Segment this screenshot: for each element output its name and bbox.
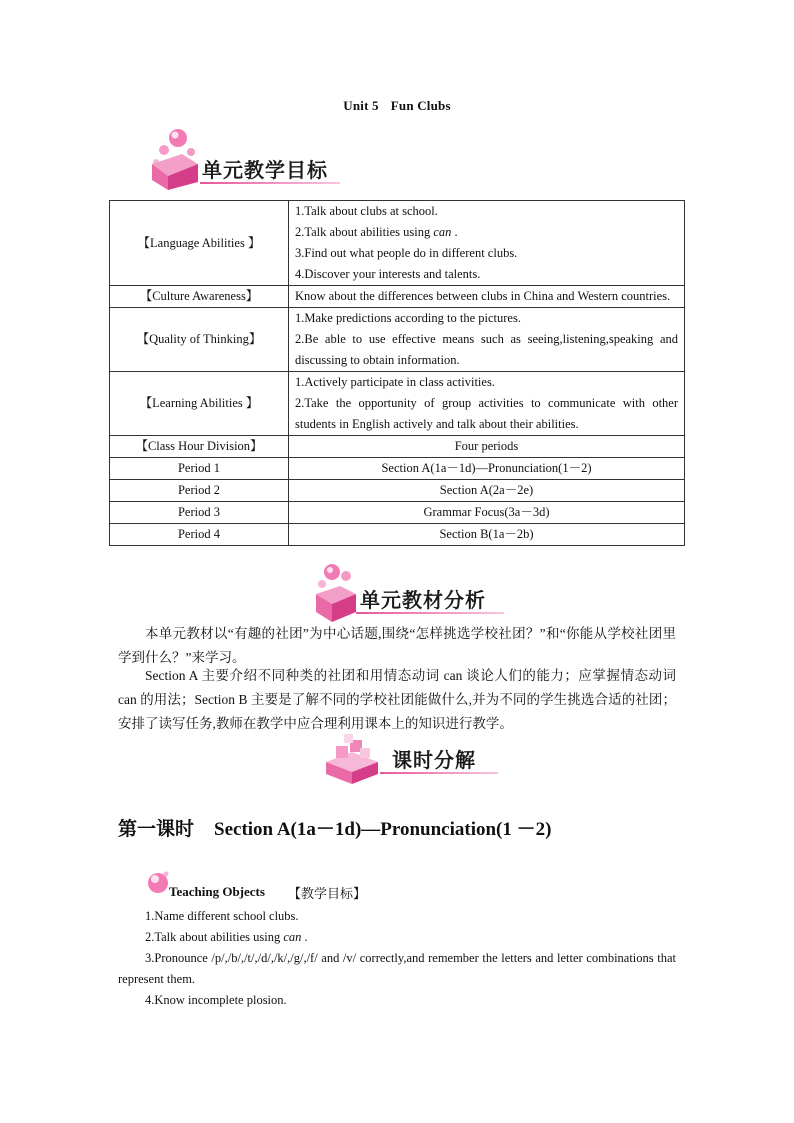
periods-banner-underline [380,772,498,774]
gift-box-icon [142,124,208,190]
language-content [289,201,685,286]
pink-ball-icon [146,870,170,894]
period-value: Section A(2a－2e) [289,480,685,502]
list-item: 2.Take the opportunity of group activities to communicate with other students in English actively and talk about their abilities. [295,396,678,431]
list-item-end: . [451,225,458,239]
table-row [110,458,685,480]
class-hour-value: Four periods [289,436,685,458]
table-row [110,436,685,458]
list-item: 4.Know incomplete plosion. [145,993,287,1007]
analysis-banner [310,562,520,626]
thinking-content [289,308,685,372]
list-item: 2.Be able to use effective means such as seeing,listening,speaking and discussing to obtain information. [295,332,678,367]
goals-banner-underline [200,182,340,184]
teaching-objects-cn: 【教学目标】 [288,886,367,901]
list-item: 1.Make predictions according to the pictures. [295,311,521,325]
list-item [118,927,676,948]
periods-banner [322,732,512,796]
building-blocks-icon [322,732,382,788]
page-title [0,98,794,114]
period-value: Section A(1a－1d)—Pronunciation(1－2) [289,458,685,480]
list-item [295,222,678,243]
period-label: Period 4 [110,524,289,546]
analysis-banner-title: 单元教材分析 [360,588,486,612]
culture-label: 【Culture Awareness】 [110,286,289,308]
unit-label: Unit 5 [343,98,379,113]
lesson-section-title: Section A(1a－1d)—Pronunciation(1 －2) [214,819,552,840]
analysis-banner-underline [356,612,504,614]
language-label: 【Language Abilities 】 [110,201,289,286]
modal-can: can [433,225,452,239]
lesson-cn-title: 第一课时 [118,819,195,840]
goals-table [109,200,685,546]
period-label: Period 3 [110,502,289,524]
list-item-text: 2.Talk about abilities using [295,225,434,239]
table-row [110,502,685,524]
modal-can: can [283,930,302,944]
learning-label: 【Learning Abilities 】 [110,372,289,436]
teaching-objects-list [118,906,676,1011]
table-row [110,201,685,286]
analysis-paragraph-2: Section A 主要介绍不同种类的社团和用情态动词 can 谈论人们的能力；应掌握情态动词 can 的用法；Section B 主要是了解不同的学校社团能做什么,并为不同的学生挑选合适的社团；安排了读写任务,教师在教学中应合理利用课本上的知识进行教学。 [118,668,676,731]
list-item-text: 2.Talk about abilities using [145,930,284,944]
culture-content: Know about the differences between clubs in China and Western countries. [289,286,685,308]
period-value: Grammar Focus(3a－3d) [289,502,685,524]
table-row [110,480,685,502]
list-item: 1.Talk about clubs at school. [295,204,438,218]
periods-banner-title: 课时分解 [392,748,476,772]
table-row [110,524,685,546]
list-item: 3.Pronounce /p/,/b/,/t/,/d/,/k/,/g/,/f/ and /v/ correctly,and remember the letters and letter combinations that represent them. [118,951,676,986]
unit-title: Fun Clubs [390,98,451,113]
thinking-label: 【Quality of Thinking】 [110,308,289,372]
goals-banner-title: 单元教学目标 [202,158,328,182]
list-item: 4.Discover your interests and talents. [295,267,481,281]
table-row [110,308,685,372]
table-row [110,286,685,308]
goals-banner [142,124,352,188]
table-row [110,372,685,436]
period-label: Period 1 [110,458,289,480]
teaching-objects-en: Teaching Objects [169,884,265,899]
class-hour-label: 【Class Hour Division】 [110,436,289,458]
list-item: 1.Name different school clubs. [145,909,299,923]
list-item: 1.Actively participate in class activities. [295,375,495,389]
analysis-paragraph-1: 本单元教材以“有趣的社团”为中心话题,围绕“怎样挑选学校社团？”和“你能从学校社团里学到什么？”来学习。 [118,626,676,665]
list-item: 3.Find out what people do in different clubs. [295,246,518,260]
learning-content [289,372,685,436]
period-label: Period 2 [110,480,289,502]
lesson-title [118,814,551,841]
period-value: Section B(1a－2b) [289,524,685,546]
list-item-end: . [301,930,308,944]
